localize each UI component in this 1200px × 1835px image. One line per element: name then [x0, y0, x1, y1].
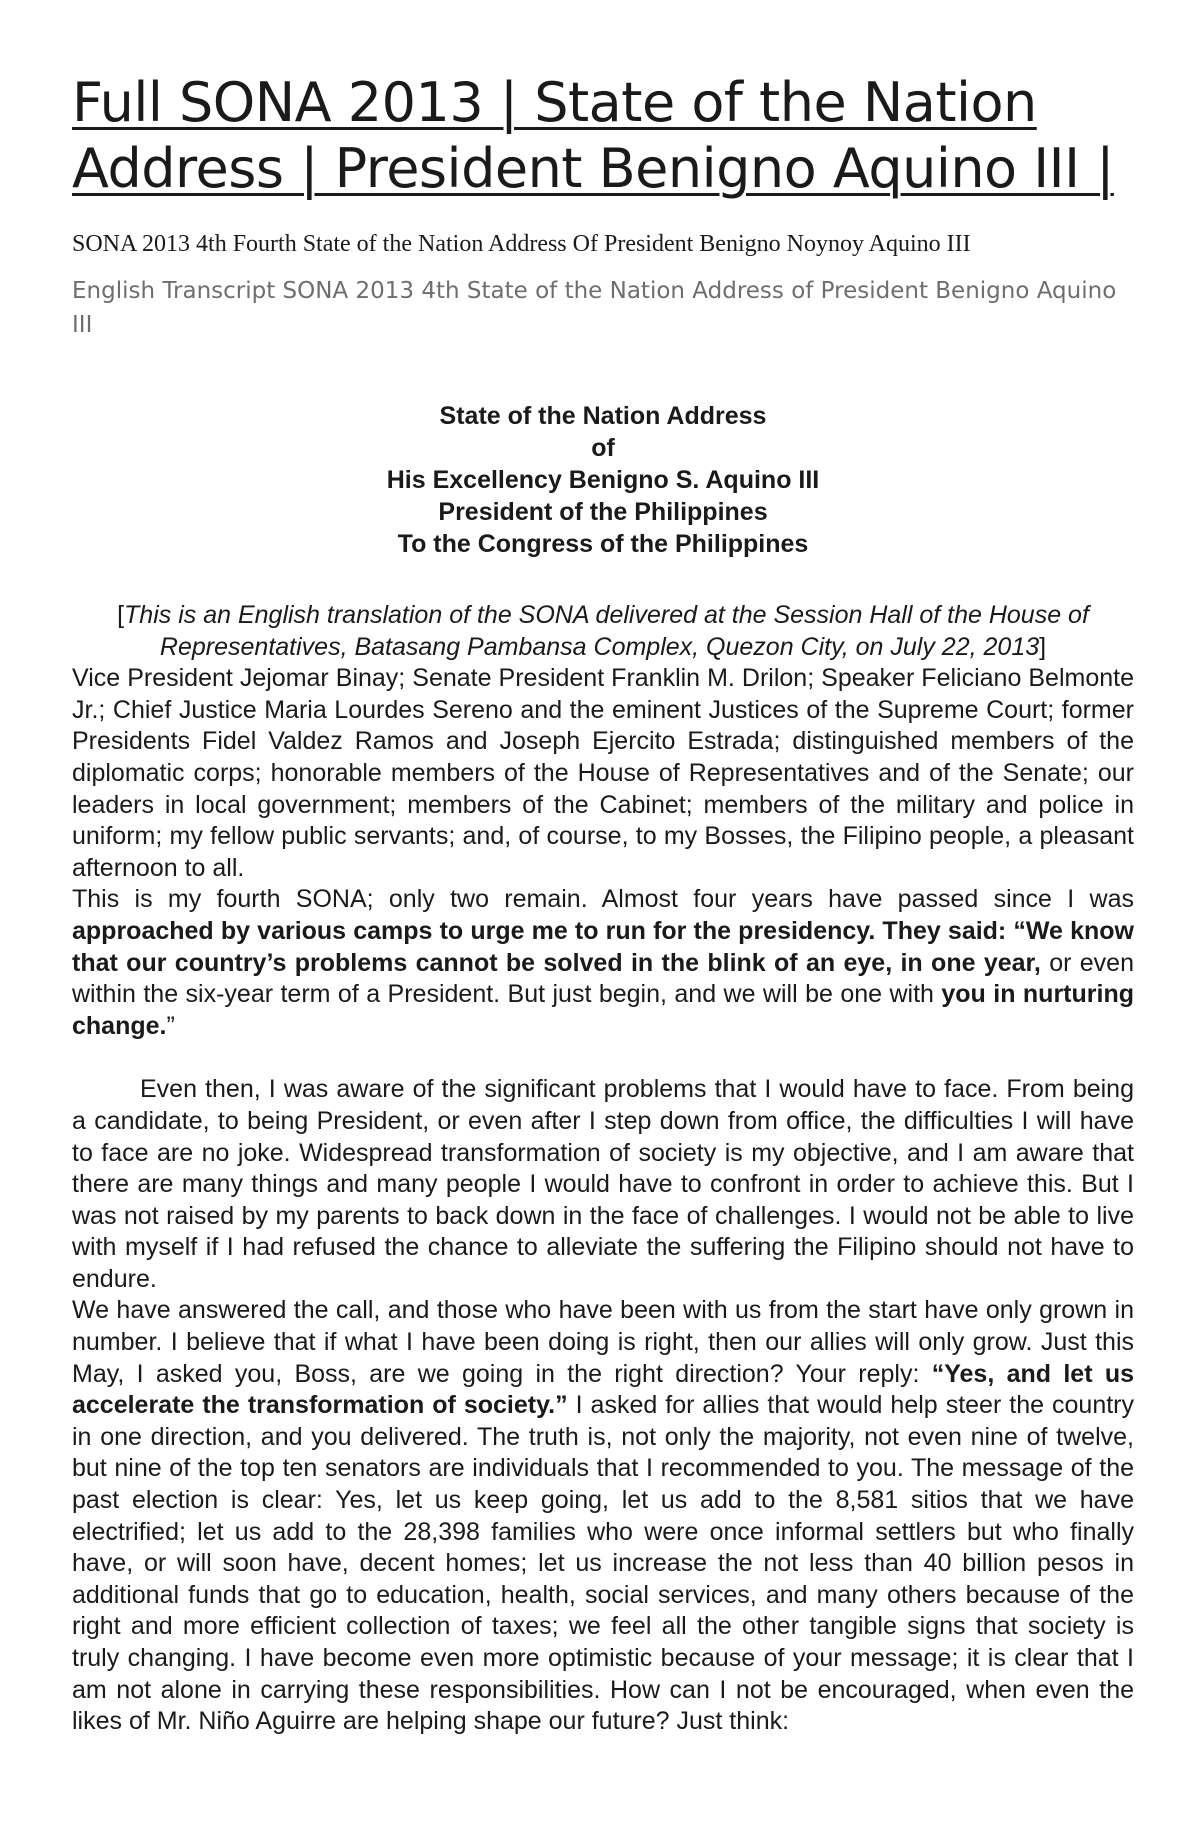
answered-call-paragraph — [72, 1295, 1134, 1737]
address-heading — [72, 400, 1134, 560]
paragraph-text: This is my fourth SONA; only two remain. Almost four years have passed since I was — [72, 885, 1134, 914]
paragraph-text: We have answered the call, and those who have been with us from the start have only grown in number. I believe that if what I have been doing is right, then our allies will only grow. Just this May, I asked you, Boss, are we going in the right direction? Your reply: — [72, 1296, 1134, 1388]
paragraph-text: I asked for allies that would help steer the country in one direction, and you delivered. The truth is, not only the majority, not even nine of twelve, but nine of the top ten senators are individuals that I recommended to you. The message of the past election is clear: Yes, let us keep going, let us add to the 8,581 sitios that we have electrified; let us add to the 28,398 families who were once informal settlers but who finally have, or will soon have, decent homes; let us increase the not less than 40 billion pesos in additional funds that go to education, health, social services, and many others because of the right and more efficient collection of taxes; we feel all the other tangible signs that society is truly changing. I have become even more optimistic because of your message; it is clear that I am not alone in carrying these responsibilities. How can I not be encouraged, when even the likes of Mr. Niño Aguirre are helping shape our future? Just think: — [72, 1391, 1135, 1736]
note-open-bracket: [ — [117, 601, 125, 629]
document-page — [72, 70, 1134, 1738]
salutation-paragraph: Vice President Jejomar Binay; Senate President Franklin M. Drilon; Speaker Feliciano Belmonte Jr.; Chief Justice Maria Lourdes Sereno and the eminent Justices of the Supreme Court; former Presidents Fidel Valdez Ramos and Joseph Ejercito Estrada; distinguished members of the diplomatic corps; honorable members of the House of Representatives and of the Senate; our leaders in local government; members of the Cabinet; members of the military and police in uniform; my fellow public servants; and, of course, to my Bosses, the Filipino people, a pleasant afternoon to all. — [72, 664, 1134, 882]
heading-line: State of the Nation Address — [439, 402, 767, 430]
heading-line: President of the Philippines — [438, 498, 768, 526]
note-text: This is an English translation of the SONA delivered at the Session Hall of the House of Representatives, Batasang Pambansa Complex, Quezon City, on July 22, 2013 — [124, 601, 1089, 661]
paragraph-text-bold: approached by various camps to urge me to run for the presidency. They said: “We know that our country’s problems cannot be solved in the blink of an eye, in one year, — [72, 916, 1134, 977]
heading-line: His Excellency Benigno S. Aquino III — [386, 466, 820, 494]
heading-line: of — [591, 434, 615, 462]
document-title: Full SONA 2013 | State of the Nation Address | President Benigno Aquino III | — [72, 71, 1114, 200]
paragraph-text-bold: “Yes, and let us accelerate the transformation of society.” — [72, 1359, 1134, 1420]
paragraph-text: ” — [166, 1011, 175, 1040]
challenges-paragraph: Even then, I was aware of the significant problems that I would have to face. From being a candidate, to being President, or even after I step down from office, the difficulties I will have to face are no joke. Widespread transformation of society is my objective, and I am aware that there are many things and many people I would have to confront in order to achieve this. But I was not raised by my parents to back down in the face of challenges. I would not be able to live with myself if I had refused the chance to alleviate the suffering the Filipino should not have to endure. — [72, 1075, 1134, 1293]
translation-note — [72, 600, 1134, 663]
note-close-bracket: ] — [1039, 632, 1047, 661]
transcript-subtitle: English Transcript SONA 2013 4th State of the Nation Address of President Benigno Aquino III — [72, 278, 1117, 338]
fourth-sona-paragraph — [72, 884, 1134, 1042]
paragraph-text: or even within the six-year term of a President. But just begin, and we will be one with — [72, 948, 1134, 1009]
heading-line: To the Congress of the Philippines — [397, 530, 809, 558]
document-subtitle: SONA 2013 4th Fourth State of the Nation Address Of President Benigno Noynoy Aquino III — [72, 231, 971, 257]
paragraph-text-bold: you in nurturing change. — [72, 980, 1134, 1040]
